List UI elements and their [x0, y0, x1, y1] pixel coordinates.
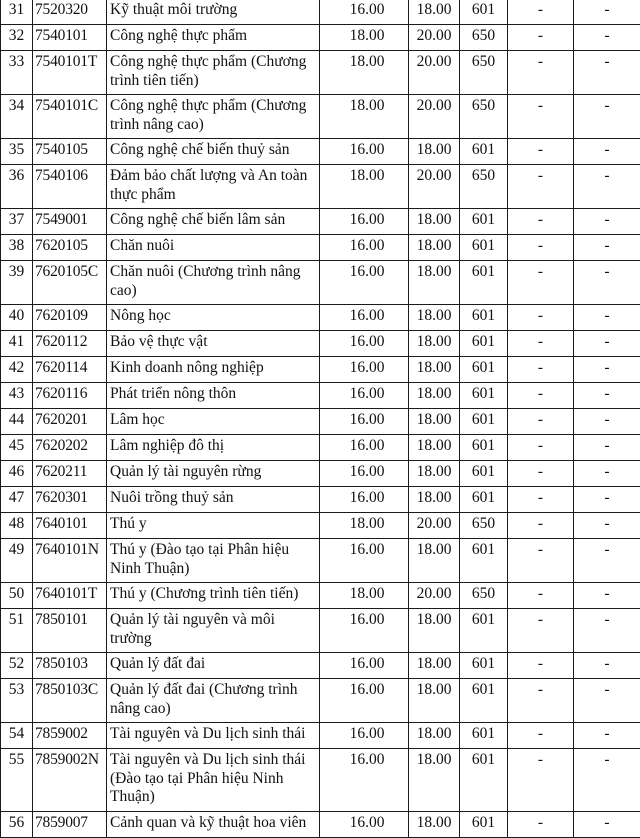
major-code-cell: 7620112	[33, 331, 107, 357]
row-number-cell: 41	[1, 331, 33, 357]
score-a-cell: 16.00	[320, 609, 409, 653]
row-number-cell: 46	[1, 461, 33, 487]
score-c-cell: 601	[460, 235, 508, 261]
score-d-cell: -	[508, 0, 574, 25]
score-e-cell: -	[574, 435, 640, 461]
score-b-cell: 18.00	[409, 723, 460, 749]
score-d-cell: -	[508, 461, 574, 487]
score-a-cell: 16.00	[320, 331, 409, 357]
score-e-cell: -	[574, 583, 640, 609]
score-d-cell: -	[508, 357, 574, 383]
score-b-cell: 18.00	[409, 383, 460, 409]
major-name-cell: Nông học	[107, 305, 320, 331]
score-e-cell: -	[574, 51, 640, 95]
score-e-cell: -	[574, 261, 640, 305]
score-d-cell: -	[508, 95, 574, 139]
major-name-cell: Đảm bảo chất lượng và An toàn thực phẩm	[107, 165, 320, 209]
table-row	[1, 383, 640, 409]
row-number-cell: 47	[1, 487, 33, 513]
score-b-cell: 18.00	[409, 539, 460, 583]
score-a-cell: 18.00	[320, 25, 409, 51]
score-c-cell: 650	[460, 513, 508, 539]
major-name-cell: Quản lý đất đai	[107, 653, 320, 679]
major-name-cell: Chăn nuôi (Chương trình nâng cao)	[107, 261, 320, 305]
score-a-cell: 16.00	[320, 383, 409, 409]
score-e-cell: -	[574, 383, 640, 409]
row-number-cell: 36	[1, 165, 33, 209]
score-e-cell: -	[574, 723, 640, 749]
score-b-cell: 18.00	[409, 209, 460, 235]
major-code-cell: 7859007	[33, 812, 107, 838]
score-d-cell: -	[508, 331, 574, 357]
row-number-cell: 43	[1, 383, 33, 409]
table-row	[1, 513, 640, 539]
row-number-cell: 37	[1, 209, 33, 235]
score-c-cell: 601	[460, 461, 508, 487]
row-number-cell: 45	[1, 435, 33, 461]
score-d-cell: -	[508, 583, 574, 609]
score-b-cell: 20.00	[409, 165, 460, 209]
score-c-cell: 601	[460, 305, 508, 331]
row-number-cell: 44	[1, 409, 33, 435]
score-b-cell: 18.00	[409, 139, 460, 165]
score-c-cell: 650	[460, 51, 508, 95]
table-row	[1, 139, 640, 165]
row-number-cell: 54	[1, 723, 33, 749]
row-number-cell: 40	[1, 305, 33, 331]
major-code-cell: 7620109	[33, 305, 107, 331]
table-row	[1, 331, 640, 357]
score-c-cell: 601	[460, 409, 508, 435]
major-name-cell: Công nghệ chế biến lâm sản	[107, 209, 320, 235]
score-c-cell: 601	[460, 357, 508, 383]
major-name-cell: Thú y (Chương trình tiên tiến)	[107, 583, 320, 609]
score-a-cell: 16.00	[320, 812, 409, 838]
score-c-cell: 601	[460, 749, 508, 812]
score-d-cell: -	[508, 679, 574, 723]
score-e-cell: -	[574, 0, 640, 25]
row-number-cell: 49	[1, 539, 33, 583]
score-a-cell: 16.00	[320, 653, 409, 679]
score-e-cell: -	[574, 357, 640, 383]
score-e-cell: -	[574, 461, 640, 487]
score-b-cell: 20.00	[409, 51, 460, 95]
score-b-cell: 18.00	[409, 609, 460, 653]
table-row	[1, 25, 640, 51]
score-a-cell: 16.00	[320, 235, 409, 261]
major-code-cell: 7859002N	[33, 749, 107, 812]
major-name-cell: Công nghệ thực phẩm	[107, 25, 320, 51]
major-name-cell: Kinh doanh nông nghiệp	[107, 357, 320, 383]
score-e-cell: -	[574, 539, 640, 583]
score-c-cell: 601	[460, 723, 508, 749]
major-code-cell: 7640101N	[33, 539, 107, 583]
table-row	[1, 0, 640, 25]
table-row	[1, 409, 640, 435]
major-code-cell: 7850101	[33, 609, 107, 653]
score-a-cell: 16.00	[320, 357, 409, 383]
score-a-cell: 16.00	[320, 435, 409, 461]
score-a-cell: 16.00	[320, 409, 409, 435]
score-d-cell: -	[508, 139, 574, 165]
major-name-cell: Thú y (Đào tạo tại Phân hiệu Ninh Thuận)	[107, 539, 320, 583]
score-e-cell: -	[574, 331, 640, 357]
table-row	[1, 812, 640, 838]
major-code-cell: 7540105	[33, 139, 107, 165]
table-row	[1, 653, 640, 679]
score-b-cell: 18.00	[409, 409, 460, 435]
row-number-cell: 38	[1, 235, 33, 261]
score-c-cell: 601	[460, 609, 508, 653]
score-b-cell: 18.00	[409, 461, 460, 487]
score-e-cell: -	[574, 25, 640, 51]
score-d-cell: -	[508, 653, 574, 679]
score-a-cell: 18.00	[320, 583, 409, 609]
score-e-cell: -	[574, 139, 640, 165]
table-row	[1, 165, 640, 209]
score-e-cell: -	[574, 409, 640, 435]
major-name-cell: Bảo vệ thực vật	[107, 331, 320, 357]
major-code-cell: 7620105C	[33, 261, 107, 305]
major-name-cell: Nuôi trồng thuỷ sản	[107, 487, 320, 513]
score-a-cell: 16.00	[320, 139, 409, 165]
score-e-cell: -	[574, 235, 640, 261]
score-b-cell: 18.00	[409, 331, 460, 357]
table-row	[1, 51, 640, 95]
table-row	[1, 261, 640, 305]
score-c-cell: 601	[460, 331, 508, 357]
major-name-cell: Quản lý tài nguyên và môi trường	[107, 609, 320, 653]
score-a-cell: 16.00	[320, 305, 409, 331]
score-a-cell: 18.00	[320, 513, 409, 539]
major-code-cell: 7640101	[33, 513, 107, 539]
major-name-cell: Cảnh quan và kỹ thuật hoa viên	[107, 812, 320, 838]
major-name-cell: Quản lý đất đai (Chương trình nâng cao)	[107, 679, 320, 723]
row-number-cell: 32	[1, 25, 33, 51]
score-d-cell: -	[508, 487, 574, 513]
score-e-cell: -	[574, 679, 640, 723]
score-a-cell: 18.00	[320, 165, 409, 209]
table-row	[1, 583, 640, 609]
major-name-cell: Chăn nuôi	[107, 235, 320, 261]
table-row	[1, 539, 640, 583]
table-row	[1, 461, 640, 487]
score-e-cell: -	[574, 95, 640, 139]
major-name-cell: Lâm nghiệp đô thị	[107, 435, 320, 461]
row-number-cell: 50	[1, 583, 33, 609]
table-row	[1, 95, 640, 139]
score-a-cell: 16.00	[320, 461, 409, 487]
row-number-cell: 48	[1, 513, 33, 539]
major-name-cell: Phát triển nông thôn	[107, 383, 320, 409]
major-code-cell: 7540101T	[33, 51, 107, 95]
score-b-cell: 18.00	[409, 749, 460, 812]
score-b-cell: 18.00	[409, 305, 460, 331]
table-row	[1, 723, 640, 749]
major-name-cell: Lâm học	[107, 409, 320, 435]
score-a-cell: 18.00	[320, 51, 409, 95]
score-b-cell: 20.00	[409, 583, 460, 609]
score-d-cell: -	[508, 749, 574, 812]
score-c-cell: 650	[460, 95, 508, 139]
score-d-cell: -	[508, 209, 574, 235]
score-d-cell: -	[508, 609, 574, 653]
score-b-cell: 20.00	[409, 25, 460, 51]
score-b-cell: 18.00	[409, 487, 460, 513]
score-d-cell: -	[508, 51, 574, 95]
major-code-cell: 7520320	[33, 0, 107, 25]
score-c-cell: 601	[460, 812, 508, 838]
score-b-cell: 18.00	[409, 435, 460, 461]
score-b-cell: 20.00	[409, 95, 460, 139]
row-number-cell: 53	[1, 679, 33, 723]
score-a-cell: 16.00	[320, 723, 409, 749]
score-e-cell: -	[574, 305, 640, 331]
score-d-cell: -	[508, 305, 574, 331]
score-c-cell: 601	[460, 139, 508, 165]
major-code-cell: 7620202	[33, 435, 107, 461]
major-name-cell: Thú y	[107, 513, 320, 539]
table-row	[1, 435, 640, 461]
table-body	[1, 0, 640, 838]
score-d-cell: -	[508, 812, 574, 838]
major-code-cell: 7540101	[33, 25, 107, 51]
score-b-cell: 18.00	[409, 812, 460, 838]
score-c-cell: 650	[460, 25, 508, 51]
major-code-cell: 7620114	[33, 357, 107, 383]
major-name-cell: Tài nguyên và Du lịch sinh thái (Đào tạo tại Phân hiệu Ninh Thuận)	[107, 749, 320, 812]
table-row	[1, 609, 640, 653]
score-c-cell: 601	[460, 653, 508, 679]
row-number-cell: 51	[1, 609, 33, 653]
score-a-cell: 16.00	[320, 539, 409, 583]
major-name-cell: Công nghệ thực phẩm (Chương trình tiên tiến)	[107, 51, 320, 95]
score-b-cell: 18.00	[409, 679, 460, 723]
score-d-cell: -	[508, 513, 574, 539]
score-e-cell: -	[574, 513, 640, 539]
score-d-cell: -	[508, 409, 574, 435]
score-c-cell: 601	[460, 435, 508, 461]
score-e-cell: -	[574, 812, 640, 838]
score-c-cell: 650	[460, 583, 508, 609]
row-number-cell: 39	[1, 261, 33, 305]
score-a-cell: 16.00	[320, 0, 409, 25]
score-a-cell: 18.00	[320, 95, 409, 139]
table-row	[1, 679, 640, 723]
score-d-cell: -	[508, 723, 574, 749]
score-b-cell: 18.00	[409, 261, 460, 305]
score-e-cell: -	[574, 209, 640, 235]
row-number-cell: 42	[1, 357, 33, 383]
major-code-cell: 7540106	[33, 165, 107, 209]
table-row	[1, 305, 640, 331]
major-code-cell: 7540101C	[33, 95, 107, 139]
row-number-cell: 55	[1, 749, 33, 812]
score-a-cell: 16.00	[320, 679, 409, 723]
score-e-cell: -	[574, 609, 640, 653]
score-c-cell: 601	[460, 0, 508, 25]
row-number-cell: 56	[1, 812, 33, 838]
row-number-cell: 31	[1, 0, 33, 25]
score-c-cell: 601	[460, 209, 508, 235]
major-code-cell: 7850103	[33, 653, 107, 679]
major-name-cell: Công nghệ thực phẩm (Chương trình nâng cao)	[107, 95, 320, 139]
table-row	[1, 749, 640, 812]
score-c-cell: 650	[460, 165, 508, 209]
score-d-cell: -	[508, 25, 574, 51]
major-code-cell: 7620301	[33, 487, 107, 513]
score-b-cell: 20.00	[409, 513, 460, 539]
major-code-cell: 7620116	[33, 383, 107, 409]
major-code-cell: 7859002	[33, 723, 107, 749]
score-e-cell: -	[574, 487, 640, 513]
table-row	[1, 487, 640, 513]
score-c-cell: 601	[460, 487, 508, 513]
score-a-cell: 16.00	[320, 749, 409, 812]
score-c-cell: 601	[460, 539, 508, 583]
score-a-cell: 16.00	[320, 261, 409, 305]
score-b-cell: 18.00	[409, 0, 460, 25]
score-b-cell: 18.00	[409, 235, 460, 261]
score-d-cell: -	[508, 435, 574, 461]
score-e-cell: -	[574, 749, 640, 812]
score-e-cell: -	[574, 165, 640, 209]
major-code-cell: 7620211	[33, 461, 107, 487]
score-c-cell: 601	[460, 679, 508, 723]
table-row	[1, 209, 640, 235]
score-b-cell: 18.00	[409, 357, 460, 383]
score-a-cell: 16.00	[320, 209, 409, 235]
row-number-cell: 35	[1, 139, 33, 165]
score-d-cell: -	[508, 165, 574, 209]
score-d-cell: -	[508, 383, 574, 409]
score-d-cell: -	[508, 261, 574, 305]
major-name-cell: Công nghệ chế biến thuỷ sản	[107, 139, 320, 165]
score-e-cell: -	[574, 653, 640, 679]
major-name-cell: Quản lý tài nguyên rừng	[107, 461, 320, 487]
major-code-cell: 7850103C	[33, 679, 107, 723]
major-name-cell: Kỹ thuật môi trường	[107, 0, 320, 25]
score-c-cell: 601	[460, 261, 508, 305]
major-name-cell: Tài nguyên và Du lịch sinh thái	[107, 723, 320, 749]
row-number-cell: 34	[1, 95, 33, 139]
row-number-cell: 52	[1, 653, 33, 679]
major-code-cell: 7620201	[33, 409, 107, 435]
table-row	[1, 357, 640, 383]
major-code-cell: 7640101T	[33, 583, 107, 609]
score-b-cell: 18.00	[409, 653, 460, 679]
score-c-cell: 601	[460, 383, 508, 409]
score-a-cell: 16.00	[320, 487, 409, 513]
score-d-cell: -	[508, 539, 574, 583]
row-number-cell: 33	[1, 51, 33, 95]
major-code-cell: 7549001	[33, 209, 107, 235]
table-row	[1, 235, 640, 261]
score-d-cell: -	[508, 235, 574, 261]
major-code-cell: 7620105	[33, 235, 107, 261]
